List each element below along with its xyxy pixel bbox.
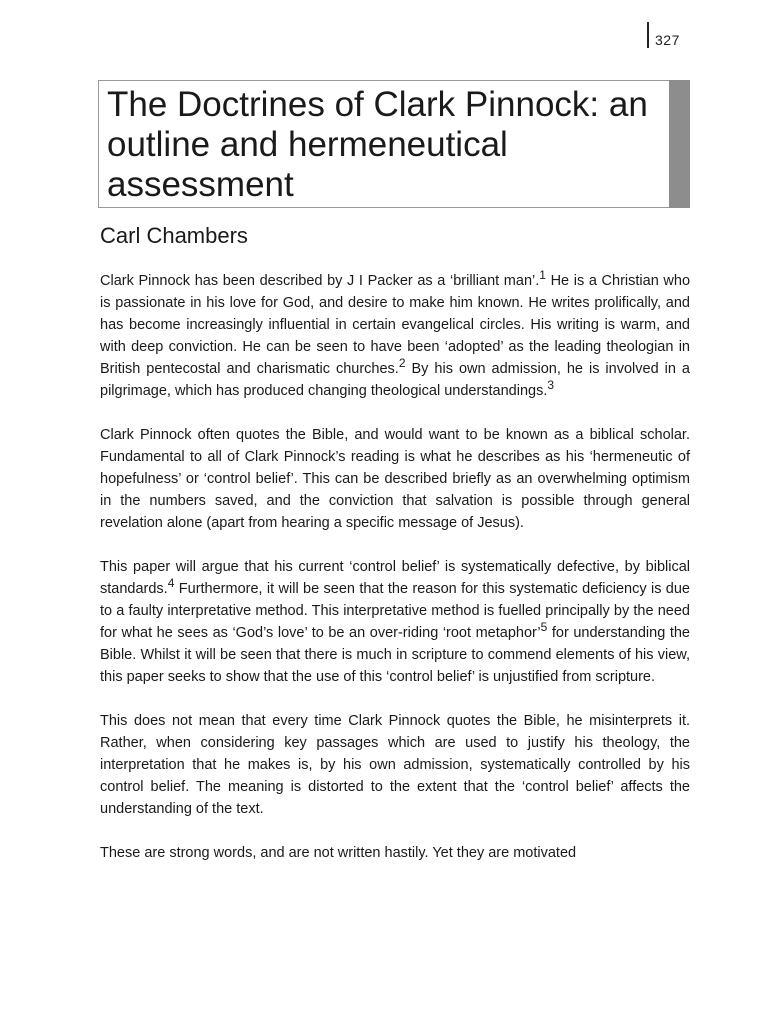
paragraph-text: He is a Christian who is passionate in his love for God, and desire to make him known. He writes prolifically, and has become increasingly influential in certain evangelical circles. His writing is warm, and with deep conviction. He can be seen to have been ‘adopted’ as the leading theologian in British pentecostal and charismatic churches. xyxy=(100,273,691,377)
paragraph-text: This does not mean that every time Clark Pinnock quotes the Bible, he misinterprets it. Rather, when considering key passages which are used to justify his theology, the interpretation that he makes is, by his own admission, systematically controlled by his control belief. The meaning is distorted to the extent that the ‘control belief’ affects the understanding of the text. xyxy=(100,713,690,817)
footnote-ref[interactable]: 1 xyxy=(539,268,546,282)
paragraph-text: Clark Pinnock has been described by J I Packer as a ‘brilliant man’. xyxy=(100,273,540,289)
title-accent-bar xyxy=(669,80,690,208)
footnote-ref[interactable]: 4 xyxy=(167,576,175,590)
footnote-ref[interactable]: 2 xyxy=(398,356,406,370)
page-number: 327 xyxy=(647,22,680,48)
footnote-ref[interactable]: 3 xyxy=(547,378,555,392)
paragraph-text: By his own admission, he is involved in a pilgrimage, which has produced changing theological understandings. xyxy=(100,361,690,399)
paragraph xyxy=(100,424,690,534)
paragraph xyxy=(100,556,690,688)
author-name: Carl Chambers xyxy=(100,223,248,248)
paragraph-text: Furthermore, it will be seen that the reason for this systematic deficiency is due to a faulty interpretative method. This interpretative method is fuelled principally by the need for what he sees as ‘God’s love’ to be an over-riding ‘root metaphor’ xyxy=(100,581,690,641)
paragraph-text: These are strong words, and are not written hastily. Yet they are motivated xyxy=(100,845,577,861)
title-box xyxy=(98,80,690,208)
article-body xyxy=(100,270,690,864)
article-title: The Doctrines of Clark Pinnock: an outline and hermeneutical assessment xyxy=(107,85,648,204)
paragraph-text: for understanding the Bible. Whilst it will be seen that there is much in scripture to commend elements of his view, this paper seeks to show that the use of this ‘control belief’ is unjustified from scripture. xyxy=(100,625,690,685)
paragraph xyxy=(100,270,690,402)
paragraph-text: This paper will argue that his current ‘control belief’ is systematically defective, by biblical standards. xyxy=(100,559,690,597)
paragraph xyxy=(100,842,690,864)
footnote-ref[interactable]: 5 xyxy=(540,620,548,634)
paragraph xyxy=(100,710,690,820)
paragraph-text: Clark Pinnock often quotes the Bible, and would want to be known as a biblical scholar. Fundamental to all of Clark Pinnock’s reading is what he describes as his ‘hermeneutic of hopefulness’ or ‘control belief’. This can be described briefly as an overwhelming optimism in the numbers saved, and the conviction that salvation is possible through general revelation alone (apart from hearing a specific message of Jesus). xyxy=(100,427,690,531)
